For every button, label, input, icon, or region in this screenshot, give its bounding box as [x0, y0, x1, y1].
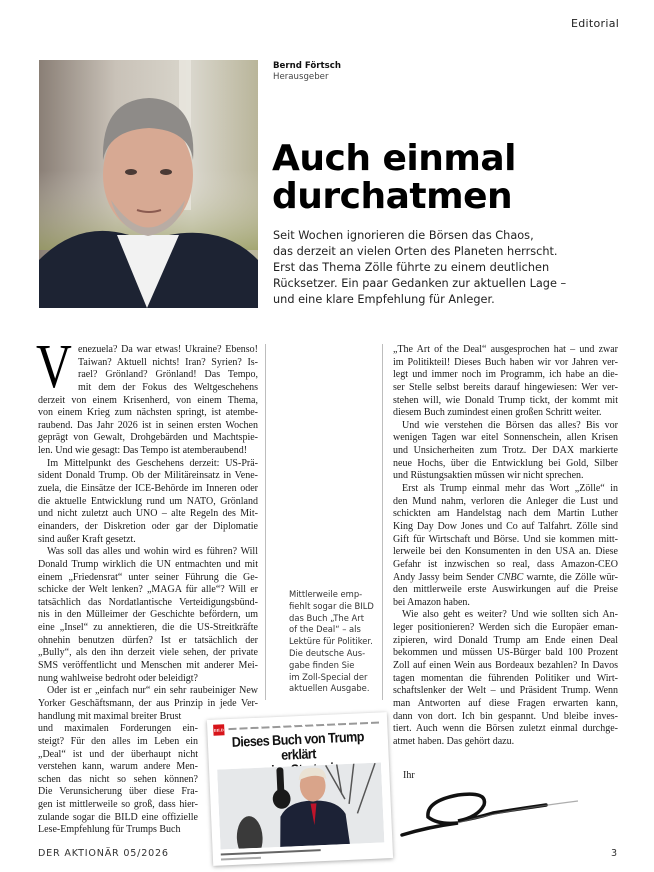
- footer-publication: DER AKTIONÄR 05/2026: [38, 848, 169, 859]
- signature: [398, 783, 588, 843]
- article-line: den Mund nahm, verloren die Anleger die Lust und: [393, 495, 618, 507]
- article-line: leger positionieren? Werden sich die Europäer eman-: [393, 622, 618, 634]
- article-line: einanders, der Diskretion oder gar der Diplomatie: [38, 520, 258, 532]
- closing-word: Ihr: [403, 770, 415, 781]
- article-line: Zoll auf einen Wein aus Bordeaux bezahlen? In Davos: [393, 660, 618, 672]
- article-line: gen ist mittlerweile so groß, dass hier-: [38, 799, 198, 811]
- caption-line: gabe finden Sie: [289, 659, 355, 670]
- article-line: Und wie verstehen die Börsen das alles? Bis vor: [402, 419, 618, 431]
- article-line: lerweile bei den Konsumenten in den USA an. Diese: [393, 546, 618, 558]
- article-column-2: [393, 344, 618, 749]
- article-line: Wie also geht es weiter? Und wie sollten sich An-: [402, 609, 618, 621]
- caption-line: das Buch „The Art: [289, 612, 364, 623]
- article-line: „Deal“ ist und der überhaupt nicht: [38, 748, 198, 760]
- lead-line: Seit Wochen ignorieren die Börsen das Chaos,: [273, 229, 534, 242]
- article-line: geprägt von Gewalt, Drohgebärden und Machtspie-: [38, 432, 258, 444]
- bild-photo-caption: [221, 849, 321, 855]
- article-line: die aktuelle Entwicklung rund um NATO, Grönland: [38, 495, 258, 507]
- article-line: bei Amazon haben.: [393, 596, 470, 608]
- article-line: wenigen Tagen war eitel Sonnenschein, allen Krisen: [393, 432, 618, 444]
- column-divider: [265, 344, 266, 700]
- caption-line: Lektüre für Politiker.: [289, 636, 373, 647]
- article-line: Erst als Trump einmal mehr das Wort „Zölle“ in: [402, 483, 618, 495]
- article-line: [393, 572, 618, 585]
- article-line: schen das nicht so sehen können?: [38, 773, 198, 785]
- headline: [272, 140, 516, 216]
- caption-line: im Zoll-Special der: [289, 671, 368, 682]
- article-line: den mittlerweile erste Auswirkungen auf die Preise: [393, 584, 618, 596]
- article-line: dann von dort. Ich bin gespannt. Und bleibe inves-: [393, 710, 618, 722]
- article-line: verstehen kann, warum andere Men-: [38, 761, 198, 773]
- article-line: Die Verunsicherung über diese Fra-: [38, 786, 198, 798]
- article-line: man Antworten auf diese Fragen erwarten kann,: [393, 697, 618, 709]
- article-line: Yorker Geschäftsmann, der aus Prinzip in jede Ver-: [38, 697, 258, 709]
- article-line: tiert. Auch wenn die Börsen zuletzt einmal durchge-: [393, 723, 618, 735]
- article-line: King Day Dow Jones und Co auf Talfahrt. Zölle sind: [393, 520, 618, 532]
- article-line: zulande sogar die BILD eine offizielle: [38, 811, 198, 823]
- caption-line: Mittlerweile emp-: [289, 589, 363, 599]
- lead-line: und eine klare Empfehlung für Anleger.: [273, 293, 495, 306]
- article-line: Was soll das alles und wohin wird es führen? Will: [47, 546, 258, 558]
- article-line: rael? Grönland? Grönland! Das Tempo,: [78, 369, 258, 381]
- author-byline: [273, 61, 341, 83]
- image-caption: [289, 589, 374, 695]
- article-line: schaftslenker der Welt – und Präsident Trump. Wenn: [393, 685, 618, 697]
- article-line: neue Hochs, über die Entwicklung bei Gold, Silber: [393, 457, 618, 469]
- article-line: diesem Buch zumindest einen großen Schritt weiter.: [393, 407, 602, 419]
- article-line: und Rüstungsaktien müssen wir nicht sprechen.: [393, 470, 584, 482]
- article-line: enezuela? Da war etwas! Ukraine? Ebenso!: [78, 344, 258, 355]
- bild-headline-line: Dieses Buch von Trump erklärt: [231, 728, 365, 763]
- article-line: Im Mittelpunkt des Geschehens derzeit: US-Prä-: [47, 457, 258, 469]
- headline-line: durchatmen: [272, 176, 513, 217]
- article-line: Gefahr ist inzwischen so real, dass Amazon-CEO: [393, 558, 618, 570]
- lead-line: das derzeit an vielen Orten des Planeten herrscht.: [273, 245, 558, 258]
- article-line: atmet haben. Das gehört dazu.: [393, 735, 515, 747]
- bild-photo-credit: [221, 857, 261, 861]
- article-line: schicke der Welt lenken? „MAGA für alle“? Will er: [38, 584, 258, 596]
- article-line: und Unsicherheiten zum Trotz. Der DAX markierte: [393, 445, 618, 457]
- author-portrait: [39, 60, 258, 308]
- trump-photo: [217, 762, 384, 849]
- article-line: nung wahlweise bedroht oder beleidigt?: [38, 672, 198, 684]
- bild-article-screenshot: [207, 712, 393, 866]
- article-line: eine „Insel“ zu annektieren, die die US-Streitkräfte: [38, 622, 258, 634]
- article-line: „The Art of the Deal“ ausgesprochen hat – und zwar: [393, 344, 618, 355]
- article-line: im Politikteil! Dieses Buch haben wir vor Jahren ver-: [393, 356, 618, 368]
- lead-line: Erst das Thema Zölle führte zu einem deutlichen: [273, 261, 550, 274]
- article-line: und maximalen Forderungen ein-: [38, 723, 198, 735]
- bild-logo: BILD: [213, 724, 224, 735]
- author-role: Herausgeber: [273, 72, 329, 82]
- page-number: 3: [611, 848, 618, 859]
- text-segment: Andy Jassy beim Sender: [393, 571, 498, 583]
- article-line: mit dem der Fokus des Weltgeschehens: [78, 381, 258, 393]
- article-line: legt und immer noch im Programm, ich habe an die-: [393, 369, 618, 381]
- article-line: bekommen und müssen US-Bürger bald 100 Prozent: [393, 647, 618, 659]
- caption-line: aktuellen Ausgabe.: [289, 683, 370, 694]
- caption-line: of the Deal“ – als: [289, 624, 361, 635]
- article-line: ser Stelle selbst bereits darauf hingewiesen: Wer ver-: [393, 381, 618, 393]
- text-segment: warnte, die Zölle wür-: [523, 571, 618, 583]
- article-line: tagen momentan die führenden Politiker und Wirt-: [393, 672, 618, 684]
- article-line: Donald Trump wirklich die UN entmachten und mit: [38, 558, 258, 570]
- article-line: Oder ist er „einfach nur“ ein sehr raubeiniger New: [47, 685, 258, 697]
- article-line: handlung mit maximal breiter Brust: [38, 710, 182, 722]
- article-line: steigt? Für den alles im Leben ein: [38, 735, 198, 747]
- article-line: sident Donald Trump. Ob der Militäreinsatz in Vene-: [38, 470, 258, 482]
- article-line: zipieren, wird Donald Trump am Ende einen Deal: [393, 634, 618, 646]
- article-line: schickten am Handelstag nach dem Martin Luther: [393, 508, 618, 520]
- article-line: nis in den Mülleimer der Geschichte befördern, um: [38, 609, 258, 621]
- article-line: SMS veröffentlicht und Menschen mit anderer Mei-: [38, 660, 258, 672]
- drop-cap: V: [36, 333, 72, 401]
- author-name: Bernd Förtsch: [273, 61, 341, 71]
- headline-line: Auch einmal: [272, 138, 517, 179]
- article-line: ohnehin benutzen dürfen? Ist er tatsächlich der: [38, 634, 258, 646]
- article-line: derzeit von einem Krisenherd, von einem Thema,: [38, 394, 258, 406]
- caption-line: Die deutsche Aus-: [289, 647, 366, 658]
- caption-line: fiehlt sogar die BILD: [289, 600, 374, 611]
- italic-text: CNBC: [497, 571, 524, 583]
- section-label: Editorial: [571, 17, 620, 30]
- lead-line: Rücksetzer. Ein paar Gedanken zur aktuellen Lage –: [273, 277, 567, 290]
- article-line: einem „Friedensrat“ unter seiner Führung die Ge-: [38, 571, 258, 583]
- article-line: len. Und wie gesagt: Das Tempo ist atemberaubend!: [38, 445, 248, 457]
- article-line: von einem Krieg zum nächsten springt, ist atembe-: [38, 407, 258, 419]
- article-line: zuela, die Einsätze der ICE-Behörde im Inneren oder: [38, 483, 258, 495]
- article-line: Lese-Empfehlung für Trumps Buch: [38, 824, 181, 836]
- article-line: Taiwan? Aktuell nichts! Iran? Syrien? Is-: [78, 356, 258, 368]
- article-line: tatsächlich das Nordatlantische Verteidigungsbünd-: [38, 596, 258, 608]
- article-line: Gift für Wirtschaft und Börse. Und sie kommen mitt-: [393, 533, 618, 545]
- article-line: raubend. Das Jahr 2026 ist in seinen ersten Wochen: [38, 419, 258, 431]
- article-line: und nicht zuletzt auch UNO – alte Regeln des Mit-: [38, 508, 258, 520]
- lead-paragraph: [273, 228, 566, 308]
- column-divider: [382, 344, 383, 700]
- article-line: stehen will, wie Donald Trump tickt, der kommt mit: [393, 394, 618, 406]
- article-line: sind außer Kraft gesetzt.: [38, 533, 136, 545]
- article-line: „Bully“, als den ihn derzeit viele sehen, der private: [38, 647, 258, 659]
